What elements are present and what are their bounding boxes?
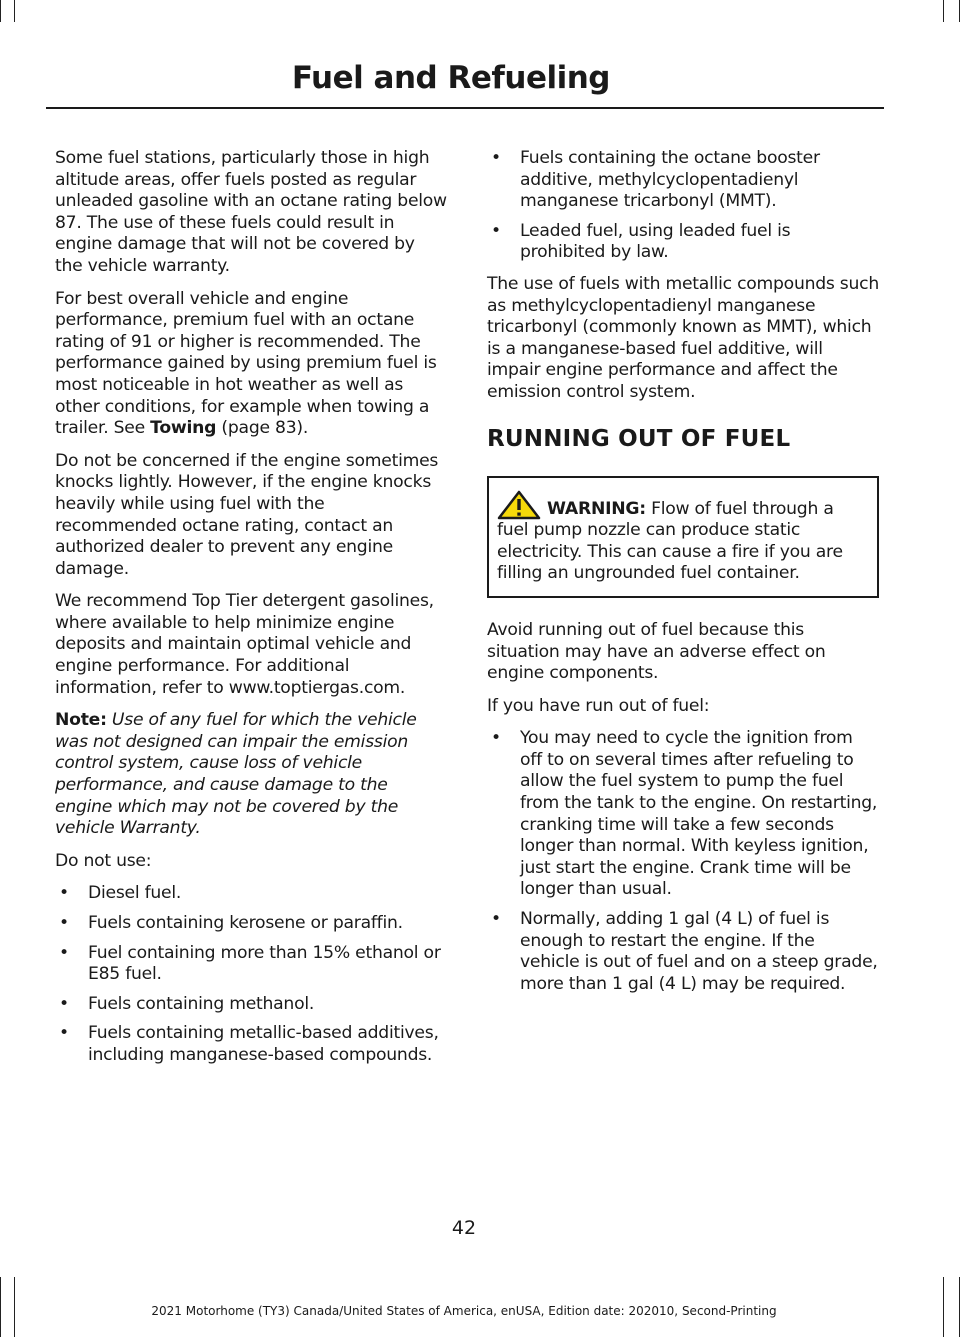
paragraph: Do not be concerned if the engine sometimes knocks lightly. However, if the engine knocks heavily while using fuel with the recommended octane rating, contact an authorized dealer to prevent any engine damage. bbox=[55, 450, 439, 579]
list-item: • Leaded fuel, using leaded fuel is prohibited by law. bbox=[491, 220, 791, 263]
towing-link[interactable]: Towing bbox=[150, 418, 217, 439]
footer-text: 2021 Motorhome (TY3) Canada/United States of America, enUSA, Edition date: 202010, Second-Printing bbox=[151, 1304, 777, 1318]
paragraph: Do not use: bbox=[55, 850, 152, 871]
list-item: • Fuels containing methanol. bbox=[59, 993, 315, 1014]
paragraph: We recommend Top Tier detergent gasolines, where available to help minimize engine deposits and maintain optimal vehicle and engine performance. For additional information, refer to www.toptiergas.com. bbox=[55, 591, 434, 698]
page-number: 42 bbox=[451, 1217, 477, 1239]
note-text: Use of any fuel for which the vehicle was not designed can impair the emission control system, cause loss of vehicle performance, and cause damage to the engine which may not be covered by the vehicle Warranty. bbox=[55, 710, 417, 839]
list-item: • Fuel containing more than 15% ethanol or E85 fuel. bbox=[59, 942, 441, 985]
right-column bbox=[487, 148, 879, 1005]
list-item: • Fuels containing metallic-based additives, including manganese-based compounds. bbox=[59, 1023, 439, 1065]
warning-text: WARNING: Flow of fuel through a fuel pump nozzle can produce static electricity. This can cause a fire if you are filling an ungrounded fuel container. bbox=[497, 490, 869, 585]
warning-triangle-icon bbox=[497, 490, 541, 520]
note-label: Note: bbox=[55, 710, 107, 731]
warning-label: WARNING: bbox=[547, 498, 646, 519]
crop-mark bbox=[14, 0, 15, 22]
note bbox=[55, 710, 447, 840]
list-item: • Normally, adding 1 gal (4 L) of fuel is enough to restart the engine. If the vehicle is out of fuel and on a steep grade, more than 1 gal (4 L) may be required. bbox=[491, 909, 878, 994]
crop-mark bbox=[943, 0, 944, 22]
crop-mark bbox=[943, 1277, 944, 1337]
section-heading: RUNNING OUT OF FUEL bbox=[487, 425, 791, 452]
paragraph: Some fuel stations, particularly those in high altitude areas, offer fuels posted as regular unleaded gasoline with an octane rating below 87. The use of these fuels could result in engine damage that will not be covered by the vehicle warranty. bbox=[55, 148, 447, 276]
list-item: • Fuels containing kerosene or paraffin. bbox=[59, 913, 403, 933]
crop-mark bbox=[0, 0, 1, 22]
paragraph: If you have run out of fuel: bbox=[487, 695, 710, 716]
header-divider bbox=[46, 107, 884, 109]
list-item: • Fuels containing the octane booster additive, methylcyclopentadienyl manganese tricarbonyl (MMT). bbox=[491, 148, 820, 212]
bullet-list bbox=[487, 728, 879, 995]
list-item: • Diesel fuel. bbox=[59, 883, 182, 904]
paragraph: For best overall vehicle and engine performance, premium fuel with an octane rating of 91 or higher is recommended. The performance gained by using premium fuel is most noticeable in hot weather as well as other conditions, for example when towing a trailer. See Towing (page 83). bbox=[55, 288, 437, 439]
paragraph: The use of fuels with metallic compounds such as methylcyclopentadienyl manganese tricarbonyl (commonly known as MMT), which is a manganese-based fuel additive, will impair engine performance and affect the emission control system. bbox=[487, 273, 880, 402]
left-column bbox=[55, 148, 447, 1077]
page-title: Fuel and Refueling bbox=[291, 60, 610, 96]
list-item: • You may need to cycle the ignition from off to on several times after refueling to allow the fuel system to pump the fuel from the tank to the engine. On restarting, cranking time will take a few seconds longer than normal. With keyless ignition, just start the engine. Crank time will be longer than usual. bbox=[491, 728, 878, 900]
bullet-list bbox=[55, 883, 447, 1066]
warning-box bbox=[487, 476, 879, 598]
paragraph: Avoid running out of fuel because this situation may have an adverse effect on engine components. bbox=[487, 619, 826, 684]
bullet-list bbox=[487, 148, 879, 264]
